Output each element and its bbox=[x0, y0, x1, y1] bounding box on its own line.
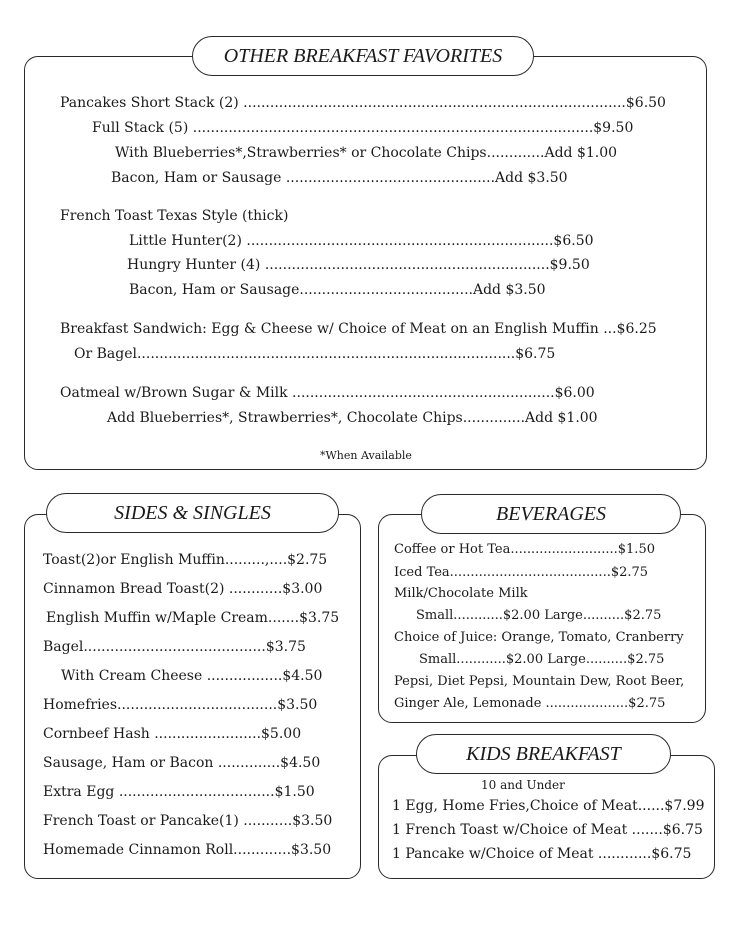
beverage-juice-heading: Choice of Juice: Orange, Tomato, Cranberry bbox=[394, 630, 684, 645]
side-item-french-toast-pancake: French Toast or Pancake(1) ...........$3.50 bbox=[43, 813, 333, 829]
beverage-coffee-tea: Coffee or Hot Tea..........................$1.50 bbox=[394, 542, 655, 557]
side-item-cinnamon-roll: Homemade Cinnamon Roll.............$3.50 bbox=[43, 842, 332, 858]
side-item-sausage-ham-bacon: Sausage, Ham or Bacon ..............$4.50 bbox=[43, 755, 321, 771]
side-item-cinnamon-bread-toast: Cinnamon Bread Toast(2) ............$3.00 bbox=[43, 581, 323, 597]
side-item-english-muffin-maple: English Muffin w/Maple Cream.......$3.75 bbox=[46, 610, 340, 626]
kids-item-pancake: 1 Pancake w/Choice of Meat ............$6.75 bbox=[392, 846, 692, 862]
availability-footnote: *When Available bbox=[320, 449, 412, 462]
side-item-toast: Toast(2)or English Muffin.........,....$2.75 bbox=[43, 552, 328, 568]
beverages-title: BEVERAGES bbox=[421, 494, 681, 534]
beverage-milk-sizes: Small............$2.00 Large..........$2.75 bbox=[416, 608, 662, 623]
kids-item-egg: 1 Egg, Home Fries,Choice of Meat......$7.99 bbox=[392, 798, 705, 814]
beverage-iced-tea: Iced Tea.......................................$2.75 bbox=[394, 565, 649, 580]
menu-item-pancakes-meat-addon: Bacon, Ham or Sausage ...............................................Add $3.50 bbox=[111, 170, 568, 186]
beverage-sodas: Pepsi, Diet Pepsi, Mountain Dew, Root Beer, bbox=[394, 674, 685, 689]
beverage-juice-sizes: Small............$2.00 Large..........$2.75 bbox=[419, 652, 665, 667]
menu-item-breakfast-sandwich: Breakfast Sandwich: Egg & Cheese w/ Choice of Meat on an English Muffin ...$6.25 bbox=[60, 321, 657, 337]
menu-item-sandwich-bagel: Or Bagel.....................................................................................$6.75 bbox=[74, 346, 556, 362]
menu-item-pancakes-full-stack: Full Stack (5) ..........................................................................................$9.50 bbox=[92, 120, 634, 136]
side-item-cornbeef-hash: Cornbeef Hash ........................$5.00 bbox=[43, 726, 302, 742]
beverage-sodas-price: Ginger Ale, Lemonade ....................$2.75 bbox=[394, 696, 666, 711]
menu-item-pancakes-short-stack: Pancakes Short Stack (2) ......................................................................................$6.50 bbox=[60, 95, 666, 111]
menu-item-hungry-hunter: Hungry Hunter (4) ................................................................$9.50 bbox=[127, 257, 590, 273]
menu-item-french-toast-meat-addon: Bacon, Ham or Sausage.......................................Add $3.50 bbox=[129, 282, 546, 298]
sides-singles-title: SIDES & SINGLES bbox=[46, 493, 339, 533]
side-item-extra-egg: Extra Egg ...................................$1.50 bbox=[43, 784, 315, 800]
beverage-milk-heading: Milk/Chocolate Milk bbox=[394, 586, 528, 601]
menu-item-little-hunter: Little Hunter(2) .....................................................................$6.50 bbox=[129, 233, 594, 249]
kids-age-limit: 10 and Under bbox=[481, 778, 565, 792]
breakfast-favorites-title: OTHER BREAKFAST FAVORITES bbox=[192, 36, 534, 76]
side-item-homefries: Homefries....................................$3.50 bbox=[43, 697, 318, 713]
menu-item-french-toast-heading: French Toast Texas Style (thick) bbox=[60, 208, 289, 224]
side-item-bagel-cream-cheese: With Cream Cheese .................$4.50 bbox=[61, 668, 323, 684]
kids-breakfast-title: KIDS BREAKFAST bbox=[416, 734, 671, 774]
side-item-bagel: Bagel.........................................$3.75 bbox=[43, 639, 306, 655]
menu-item-pancakes-fruit-addon: With Blueberries*,Strawberries* or Chocolate Chips.............Add $1.00 bbox=[115, 145, 618, 161]
kids-item-french-toast: 1 French Toast w/Choice of Meat .......$6.75 bbox=[392, 822, 703, 838]
menu-item-oatmeal-fruit-addon: Add Blueberries*, Strawberries*, Chocolate Chips..............Add $1.00 bbox=[107, 410, 598, 426]
menu-item-oatmeal: Oatmeal w/Brown Sugar & Milk ...........................................................$6.00 bbox=[60, 385, 595, 401]
